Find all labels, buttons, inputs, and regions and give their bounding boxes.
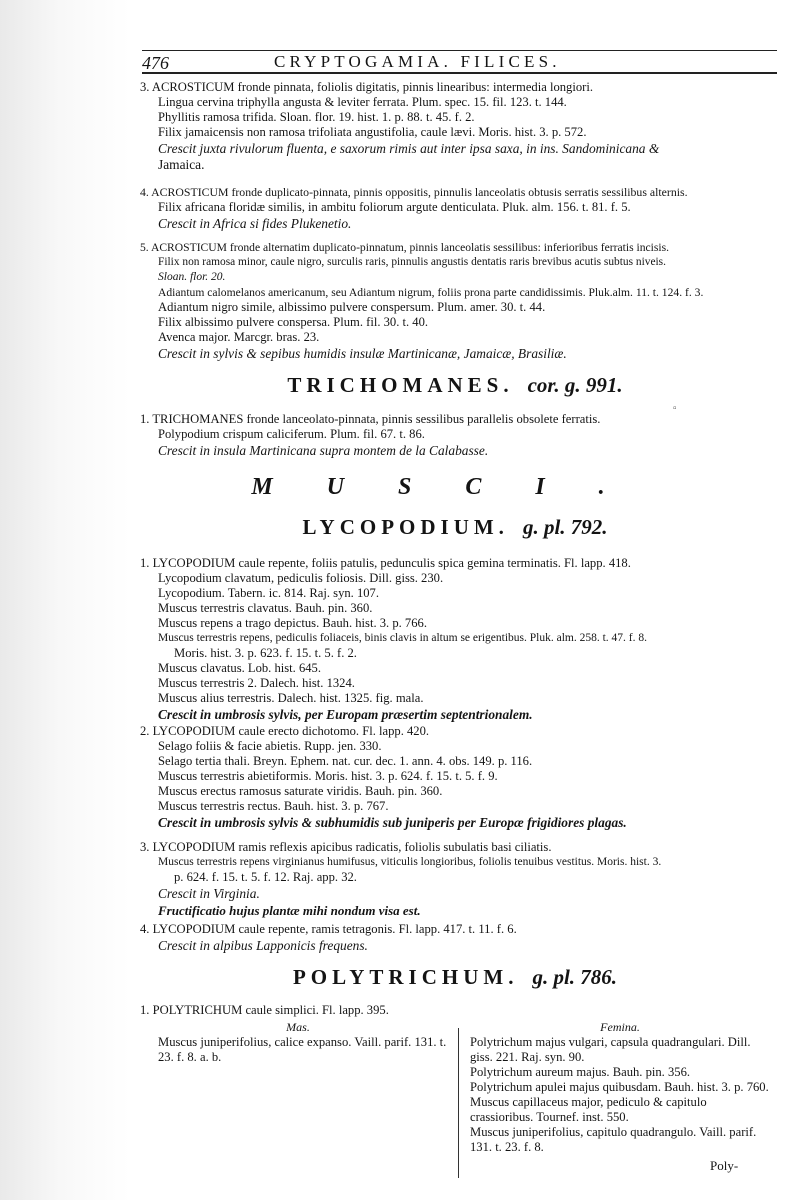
entry-line: Adiantum nigro simile, albissimo pulvere conspersum. Plum. amer. 30. t. 44. [158,300,546,314]
entry-line: Muscus terrestris clavatus. Bauh. pin. 360. [158,601,373,615]
column-mas [148,1020,448,1065]
genus-name: TRICHOMANES. [287,373,514,397]
habitat-line: Crescit in insula Martinicana supra montem de la Calabasse. [158,443,489,458]
habitat-line: Crescit in umbrosis sylvis & subhumidis sub juniperis per Europæ frigidiores plagas. [158,815,627,830]
entry-line: 4. ACROSTICUM fronde duplicato-pinnata, pinnis oppositis, pinnulis lanceolatis obtusis serratis sessilibus alternis. [140,185,688,199]
entry-line: Muscus erectus ramosus saturate viridis. Bauh. pin. 360. [158,784,443,798]
entry-line: Muscus terrestris rectus. Bauh. hist. 3. p. 767. [158,799,389,813]
entry-line: Sloan. flor. 20. [158,271,226,283]
entry-line: Muscus alius terrestris. Dalech. hist. 1325. fig. mala. [158,691,424,705]
entry-line: Phyllitis ramosa trifida. Sloan. flor. 19. hist. 1. p. 88. t. 45. f. 2. [158,110,475,124]
habitat-line: Crescit juxta rivulorum fluenta, e saxorum rimis aut inter ipsa saxa, in ins. Sandominicana & [158,141,660,156]
entry-line: Muscus juniperifolius, capitulo quadrangulo. Vaill. parif. 131. t. 23. f. 8. [470,1125,757,1154]
running-head: CRYPTOGAMIA. FILICES. [274,52,561,71]
genus-heading-polytrichum [140,965,770,990]
two-column-section [140,1020,775,1190]
genus-heading-lycopodium [140,515,770,540]
genus-heading-trichomanes [140,373,770,398]
page-header [142,48,777,76]
entry-line: Polypodium crispum caliciferum. Plum. fil. 67. t. 86. [158,427,425,441]
genus-reference: g. pl. 786. [532,965,618,989]
entry-line: Filix africana floridæ similis, in ambitu foliorum argute denticulata. Pluk. alm. 156. t. 81. f. 5. [158,200,631,214]
lycopodium-entry-2 [140,724,770,831]
entry-line: Polytrichum apulei majus quibusdam. Bauh. hist. 3. p. 760. [470,1080,769,1094]
entry-line: Polytrichum majus vulgari, capsula quadrangulari. Dill. giss. 221. Raj. syn. 90. [470,1035,751,1064]
class-name: MUSCI. [251,474,659,500]
page-number: 476 [142,53,169,73]
habitat-line: Crescit in umbrosis sylvis, per Europam præsertim septentrionalem. [158,707,533,722]
column-femina [470,1020,770,1155]
entry-line: Muscus terrestris repens, pediculis foliaceis, binis clavis in altum se erigentibus. Pluk. alm. 258. t. 47. f. 8. [158,632,647,644]
entry-line: 3. LYCOPODIUM ramis reflexis apicibus radicatis, foliolis subulatis basi ciliatis. [140,840,552,854]
class-heading-musci [140,474,770,501]
acrostichum-entry-4 [140,185,770,232]
habitat-line: Crescit in Africa si fides Plukenetio. [158,216,352,231]
entry-line: Lycopodium clavatum, pediculis foliosis. Dill. giss. 230. [158,571,444,585]
entry-line: Muscus clavatus. Lob. hist. 645. [158,661,322,675]
entry-line: Muscus terrestris abietiformis. Moris. hist. 3. p. 624. f. 15. t. 5. f. 9. [158,769,498,783]
header-rule-bottom [142,72,777,74]
entry-line: Muscus terrestris repens virginianus humifusus, viticulis longioribus, foliolis tenuibus vestitus. Moris. hist. 3. [158,856,662,868]
lycopodium-entry-1 [140,556,770,723]
trichomanes-entry-1 [140,412,770,459]
genus-reference: g. pl. 792. [522,515,608,539]
header-rule-top [142,50,777,51]
habitat-line: Crescit in sylvis & sepibus humidis insulæ Martinicanæ, Jamaicæ, Brasiliæ. [158,346,567,361]
genus-reference: cor. g. 991. [527,373,623,397]
note-line: Fructificatio hujus plantæ mihi nondum visa est. [158,903,421,918]
entry-line: Moris. hist. 3. p. 623. f. 15. t. 5. f. 2. [174,646,357,660]
entry-line: Lingua cervina triphylla angusta & leviter ferrata. Plum. spec. 15. fil. 123. t. 144. [158,95,567,109]
margin-mark: ▫ [673,403,677,414]
entry-line: Muscus juniperifolius, calice expanso. Vaill. parif. 131. t. 23. f. 8. a. b. [158,1035,447,1064]
lycopodium-entry-4 [140,922,770,954]
entry-line: p. 624. f. 15. t. 5. f. 12. Raj. app. 32. [174,870,357,884]
genus-name: POLYTRICHUM. [292,965,519,989]
genus-name: LYCOPODIUM. [302,515,509,539]
entry-line: Avenca major. Marcgr. bras. 23. [158,330,320,344]
entry-line: 5. ACROSTICUM fronde alternatim duplicato-pinnatum, pinnis lanceolatis sessilibus: inferioribus ferratis incisis. [140,241,670,254]
entry-line: 3. ACROSTICUM fronde pinnata, foliolis digitatis, pinnis linearibus: intermedia longiori. [140,80,593,94]
entry-line: Lycopodium. Tabern. ic. 814. Raj. syn. 107. [158,586,379,600]
entry-line: Muscus terrestris 2. Dalech. hist. 1324. [158,676,355,690]
entry-line: Filix non ramosa minor, caule nigro, surculis raris, pinnulis angustis dentatis raris brevibus acutis subtus niveis. [158,256,666,268]
lycopodium-entry-3 [140,840,770,919]
column-divider [458,1028,459,1178]
entry-line: Selago tertia thali. Breyn. Ephem. nat. cur. dec. 1. ann. 4. obs. 149. p. 116. [158,754,533,768]
catchword: Poly- [710,1158,739,1173]
entry-line: 1. LYCOPODIUM caule repente, foliis patulis, pedunculis spica gemina terminatis. Fl. lapp. 418. [140,556,631,570]
entry-line: 1. POLYTRICHUM caule simplici. Fl. lapp. 395. [140,1003,389,1017]
entry-line: Adiantum calomelanos americanum, seu Adiantum nigrum, foliis prona parte candidissimis. Pluk.alm. 11. t. 124. f. 3. [158,286,704,299]
habitat-line: Crescit in Virginia. [158,886,260,901]
entry-line: Polytrichum aureum majus. Bauh. pin. 356. [470,1065,691,1079]
entry-line: Muscus capillaceus major, pediculo & capitulo crassioribus. Tournef. inst. 550. [470,1095,707,1124]
entry-line: Jamaica. [158,157,205,172]
entry-line: 2. LYCOPODIUM caule erecto dichotomo. Fl. lapp. 420. [140,724,430,738]
habitat-line: Crescit in alpibus Lapponicis frequens. [158,938,368,953]
acrostichum-entry-3 [140,80,770,172]
column-heading: Femina. [600,1020,640,1034]
acrostichum-entry-5 [140,240,770,362]
entry-line: 1. TRICHOMANES fronde lanceolato-pinnata, pinnis sessilibus parallelis obsolete ferratis. [140,412,601,426]
entry-line: Filix jamaicensis non ramosa trifoliata angustifolia, caule lævi. Moris. hist. 3. p. 572. [158,125,587,139]
entry-line: Filix albissimo pulvere conspersa. Plum. fil. 30. t. 40. [158,315,429,329]
entry-line: Selago foliis & facie abietis. Rupp. jen. 330. [158,739,382,753]
polytrichum-entry-1 [140,1003,770,1018]
entry-line: 4. LYCOPODIUM caule repente, ramis tetragonis. Fl. lapp. 417. t. 11. f. 6. [140,922,517,936]
column-heading: Mas. [286,1020,310,1034]
entry-line: Muscus repens a trago depictus. Bauh. hist. 3. p. 766. [158,616,427,630]
